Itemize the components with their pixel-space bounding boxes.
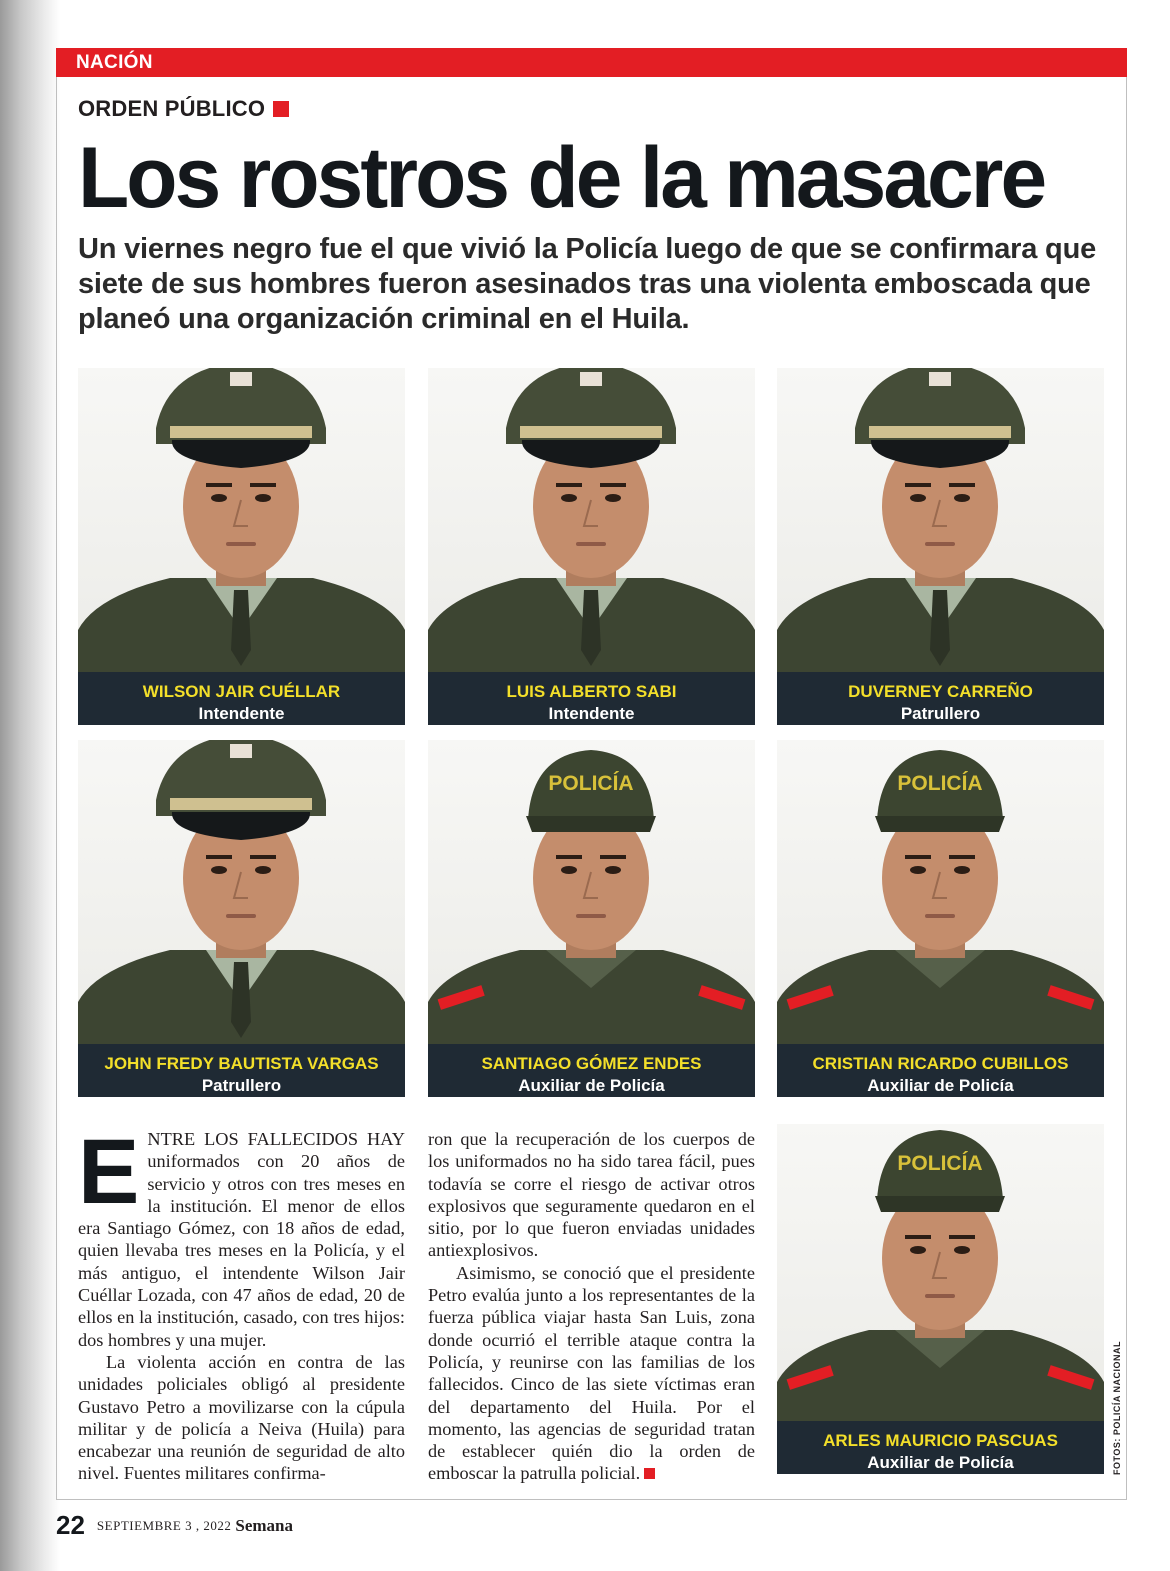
officer-name: SANTIAGO GÓMEZ ENDES bbox=[481, 1054, 702, 1073]
officer-photo bbox=[777, 368, 1104, 673]
officer-photo bbox=[78, 740, 405, 1045]
eye bbox=[211, 866, 227, 874]
cap-visor bbox=[172, 440, 310, 468]
officer-photo bbox=[428, 368, 755, 673]
issue-date: SEPTIEMBRE 3 , 2022 bbox=[96, 1517, 232, 1533]
officer-photo bbox=[428, 740, 755, 1045]
eyebrow bbox=[206, 855, 232, 859]
cap-label: POLICÍA bbox=[548, 772, 634, 795]
mouth bbox=[576, 914, 606, 918]
eyebrow bbox=[600, 855, 626, 859]
officer-card bbox=[777, 1124, 1104, 1474]
cap-band bbox=[869, 426, 1011, 438]
portrait-illustration bbox=[78, 368, 405, 673]
eye bbox=[910, 494, 926, 502]
eyebrow bbox=[556, 855, 582, 859]
officer-photo bbox=[777, 740, 1104, 1045]
eye bbox=[910, 1246, 926, 1254]
body-column-1 bbox=[78, 1121, 405, 1485]
officer-card bbox=[78, 740, 405, 1097]
portrait-illustration bbox=[78, 740, 405, 1045]
eye bbox=[211, 494, 227, 502]
cap-insignia bbox=[230, 372, 252, 386]
officer-card bbox=[78, 368, 405, 725]
officer-name: CRISTIAN RICARDO CUBILLOS bbox=[812, 1054, 1069, 1073]
officer-caption bbox=[777, 672, 1104, 725]
cap-brim bbox=[875, 1196, 1005, 1212]
kicker-label: ORDEN PÚBLICO bbox=[78, 96, 266, 121]
body-paragraph: Asimismo, se conoció que el presidente Petro evalúa junto a los representantes de la fuerza pública viajar hasta San Luis, zona donde ocurrió el terrible ataque contra la Policía, y reunirse con las familias de los fallecidos. Cinco de las siete víctimas eran del departamento del Huila. Por el momento, las agencias de seguridad tratan de establecer quién dio la orden de emboscar la patrulla policial. bbox=[428, 1262, 755, 1484]
portrait-illustration bbox=[777, 1124, 1104, 1421]
cap-band bbox=[170, 798, 312, 810]
eyebrow bbox=[206, 483, 232, 487]
cap-insignia bbox=[929, 372, 951, 386]
tie bbox=[581, 590, 601, 666]
cap-visor bbox=[871, 440, 1009, 468]
officer-card bbox=[777, 740, 1104, 1097]
eyebrow bbox=[250, 483, 276, 487]
cap-brim bbox=[526, 816, 656, 832]
eye bbox=[255, 494, 271, 502]
eye bbox=[561, 866, 577, 874]
eyebrow bbox=[600, 483, 626, 487]
eyebrow bbox=[905, 1235, 931, 1239]
body-paragraph-wrap bbox=[428, 1262, 755, 1485]
officer-name: JOHN FREDY BAUTISTA VARGAS bbox=[104, 1054, 379, 1073]
eye bbox=[605, 494, 621, 502]
body-paragraph: ron que la recuperación de los cuerpos de los uniformados no ha sido tarea fácil, pues todavía se corre el riesgo de activar otros explosivos que seguramente quedaron en el sitio, por lo que fueron enviadas unidades antiexplosivos. bbox=[428, 1129, 755, 1261]
drop-cap: E bbox=[78, 1121, 140, 1223]
cap-label: POLICÍA bbox=[897, 772, 983, 795]
mouth bbox=[576, 542, 606, 546]
officer-rank: Auxiliar de Policía bbox=[867, 1076, 1014, 1095]
eyebrow bbox=[905, 855, 931, 859]
headline: Los rostros de la masacre bbox=[78, 130, 1045, 226]
cap-band bbox=[520, 426, 662, 438]
officer-name: LUIS ALBERTO SABI bbox=[506, 682, 677, 701]
cap-insignia bbox=[230, 744, 252, 758]
portrait-illustration bbox=[428, 740, 755, 1045]
body-column-2 bbox=[428, 1128, 755, 1485]
photo-credit: FOTOS: POLICÍA NACIONAL bbox=[1112, 1341, 1122, 1475]
eye bbox=[605, 866, 621, 874]
officer-rank: Patrullero bbox=[900, 704, 981, 723]
cap-visor bbox=[522, 440, 660, 468]
eye bbox=[954, 1246, 970, 1254]
officer-caption bbox=[78, 1044, 405, 1097]
eyebrow bbox=[949, 483, 975, 487]
end-mark-icon bbox=[644, 1468, 655, 1479]
portrait-illustration bbox=[777, 368, 1104, 673]
officer-card bbox=[777, 368, 1104, 725]
officer-caption bbox=[78, 672, 405, 725]
eyebrow bbox=[905, 483, 931, 487]
officer-caption bbox=[777, 1421, 1104, 1474]
body-paragraph: NTRE LOS FALLECIDOS HAY uniformados con 20 años de servicio y otros con tres meses en la institución. El menor de ellos era Santiago Gómez, con 18 años de edad, quien llevaba tres meses en la Policía, y el más antiguo, el intendente Wilson Jair Cuéllar Lozada, con 47 años de edad, 20 de ellos en la institución, casado, con tres hijos: dos hombres y una mujer. bbox=[78, 1129, 405, 1350]
eye bbox=[561, 494, 577, 502]
officer-name: ARLES MAURICIO PASCUAS bbox=[823, 1431, 1058, 1450]
mouth bbox=[925, 914, 955, 918]
cap-brim bbox=[875, 816, 1005, 832]
page-footer bbox=[56, 1510, 293, 1541]
eye bbox=[954, 866, 970, 874]
eye bbox=[954, 494, 970, 502]
magazine-name: Semana bbox=[235, 1515, 294, 1535]
officer-rank: Auxiliar de Policía bbox=[867, 1453, 1014, 1472]
officer-caption bbox=[777, 1044, 1104, 1097]
cap-visor bbox=[172, 812, 310, 840]
eye bbox=[255, 866, 271, 874]
mouth bbox=[226, 542, 256, 546]
officer-card bbox=[428, 740, 755, 1097]
officer-name: WILSON JAIR CUÉLLAR bbox=[142, 682, 341, 701]
lead-paragraph: Un viernes negro fue el que vivió la Policía luego de que se confirmara que siete de sus hombres fueron asesinados tras una violenta emboscada que planeó una organización criminal en el Huila. bbox=[78, 233, 1097, 335]
page-number: 22 bbox=[56, 1510, 85, 1540]
eye bbox=[910, 866, 926, 874]
tie bbox=[231, 590, 251, 666]
eyebrow bbox=[556, 483, 582, 487]
eyebrow bbox=[949, 855, 975, 859]
eyebrow bbox=[949, 1235, 975, 1239]
tie bbox=[231, 962, 251, 1038]
officer-name: DUVERNEY CARREÑO bbox=[848, 682, 1033, 701]
officer-rank: Auxiliar de Policía bbox=[518, 1076, 665, 1095]
body-paragraph: La violenta acción en contra de las unidades policiales obligó al presidente Gustavo Petro a movilizarse con la cúpula militar y de policía a Neiva (Huila) para encabezar una reunión de seguridad de alto nivel. Fuentes militares confirma- bbox=[78, 1351, 405, 1484]
mouth bbox=[925, 542, 955, 546]
officer-caption bbox=[428, 1044, 755, 1097]
section-bar: NACIÓN bbox=[56, 48, 1127, 77]
portrait-illustration bbox=[428, 368, 755, 673]
mouth bbox=[925, 1294, 955, 1298]
kicker bbox=[78, 96, 289, 122]
portrait-illustration bbox=[777, 740, 1104, 1045]
officer-caption bbox=[428, 672, 755, 725]
cap-label: POLICÍA bbox=[897, 1152, 983, 1175]
officer-photo bbox=[777, 1124, 1104, 1421]
officer-rank: Intendente bbox=[548, 704, 635, 723]
mouth bbox=[226, 914, 256, 918]
cap-band bbox=[170, 426, 312, 438]
officer-rank: Patrullero bbox=[201, 1076, 282, 1095]
tie bbox=[930, 590, 950, 666]
cap-insignia bbox=[580, 372, 602, 386]
officer-rank: Intendente bbox=[198, 704, 285, 723]
kicker-square-icon bbox=[273, 101, 289, 117]
officer-card bbox=[428, 368, 755, 725]
eyebrow bbox=[250, 855, 276, 859]
officer-photo bbox=[78, 368, 405, 673]
binding-shadow bbox=[0, 0, 60, 1571]
